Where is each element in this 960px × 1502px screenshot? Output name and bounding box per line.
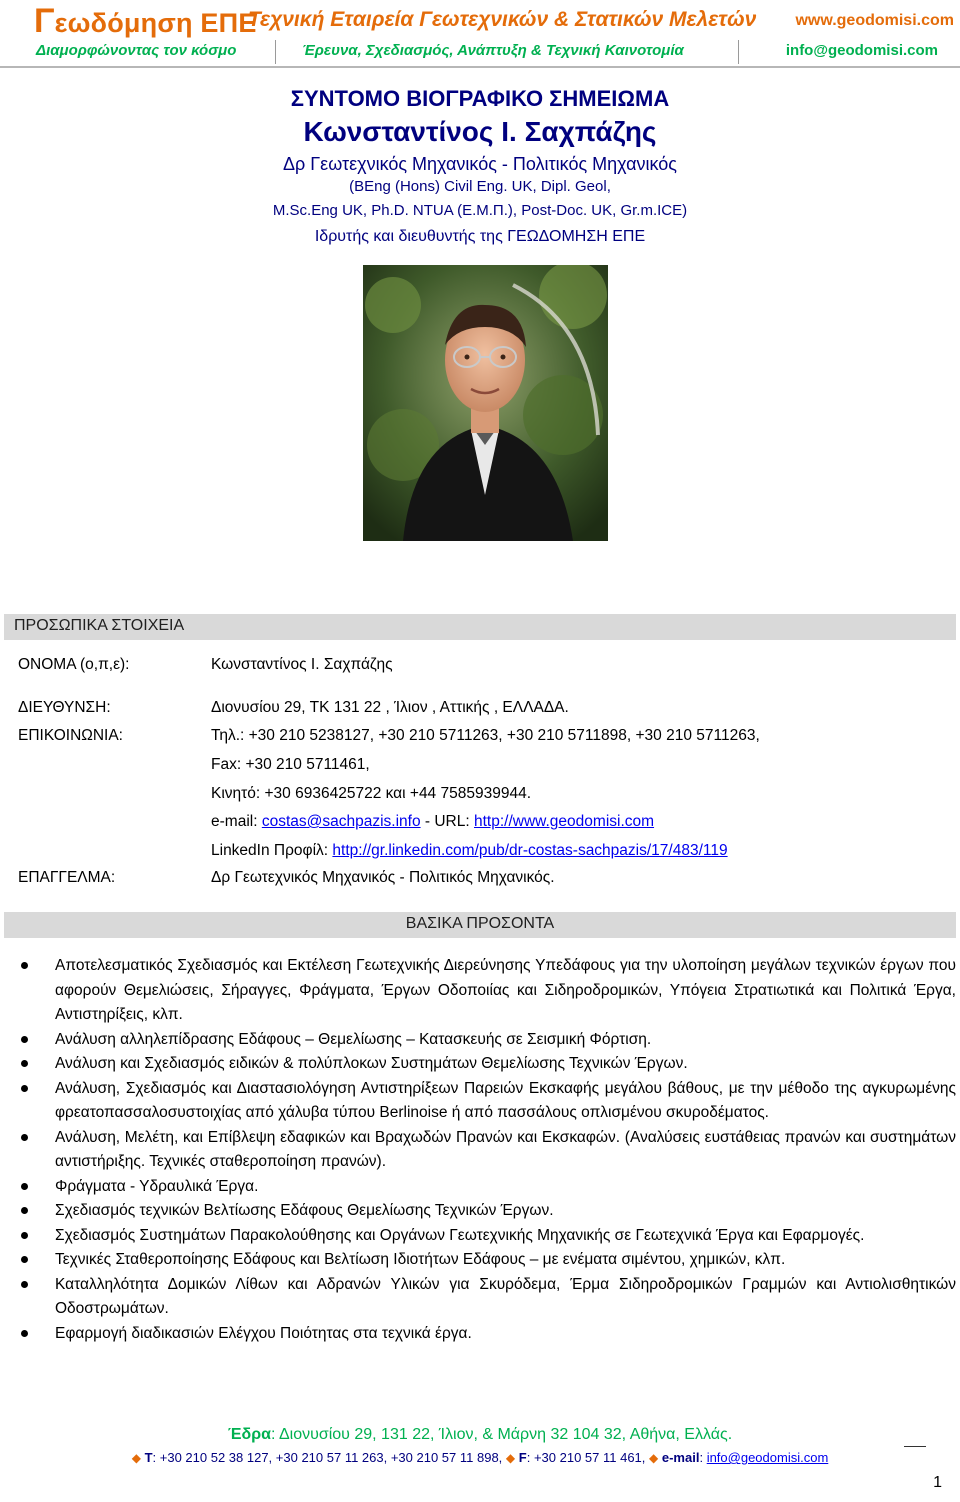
- company-email[interactable]: info@geodomisi.com: [785, 42, 938, 59]
- skill-item: [0, 1224, 960, 1249]
- email-link[interactable]: costas@sachpazis.info: [261, 813, 421, 830]
- mobile-value: Κινητό: +30 6936425722 και +44 7585939944.: [211, 785, 531, 802]
- skill-item: [0, 1052, 960, 1077]
- skill-item: [0, 1126, 960, 1175]
- profession-value: Δρ Γεωτεχνικός Μηχανικός - Πολιτικός Μηχανικός.: [211, 869, 555, 886]
- fax-value: Fax: +30 210 5711461,: [211, 756, 370, 773]
- portrait-photo: [363, 265, 608, 541]
- footer-t-label: T: [144, 1450, 153, 1465]
- skills-list: [0, 954, 960, 1346]
- footer-email-link[interactable]: info@geodomisi.com: [706, 1450, 829, 1465]
- skill-text: Εφαρμογή διαδικασιών Ελέγχου Ποιότητας στα τεχνικά έργα.: [55, 1324, 472, 1342]
- bullet-icon: [21, 1036, 28, 1043]
- footer-email-label: e-mail: [661, 1450, 700, 1465]
- bullet-icon: [21, 1085, 28, 1092]
- skill-item: [0, 1175, 960, 1200]
- footer-f-label: F: [518, 1450, 527, 1465]
- name-label: ΟΝΟΜΑ (ο,π,ε):: [18, 656, 130, 673]
- bullet-icon: [21, 962, 28, 969]
- website-link[interactable]: http://www.geodomisi.com: [474, 813, 655, 830]
- section-bar-personal: [4, 614, 956, 640]
- footer-seat-label: Έδρα: [227, 1426, 271, 1443]
- contact-label: ΕΠΙΚΟΙΝΩΝΙΑ:: [18, 727, 123, 744]
- bullet-icon: [21, 1256, 28, 1263]
- linkedin-link[interactable]: http://gr.linkedin.com/pub/dr-costas-sachpazis/17/483/119: [332, 842, 728, 859]
- email-url-line: [211, 813, 654, 831]
- letterhead-top-row: [0, 0, 960, 38]
- section-title-personal: ΠΡΟΣΩΠΙΚΑ ΣΤΟΙΧΕΙΑ: [14, 617, 185, 634]
- skill-item: [0, 1077, 960, 1126]
- skill-text: Ανάλυση αλληλεπίδρασης Εδάφους – Θεμελίωσης – Κατασκευής σε Σεισμική Φόρτιση.: [55, 1030, 652, 1048]
- skill-text: Αποτελεσματικός Σχεδιασμός και Εκτέλεση Γεωτεχνικής Διερεύνησης Υπεδάφους για την υλοποίηση μεγάλων τεχνικών έργων που αφορούν Θεμελιώσεις, Σήραγγες, Φράγματα, Έργων Οδοποιίας και Σιδηροδρομικών, Υπόγεια Στρατιωτικά και Πολιτικά Έργα, Αντιστηρίξεις, κλπ.: [55, 957, 956, 1023]
- address-value: Διονυσίου 29, ΤΚ 131 22 , Ίλιον , Αττικής , ΕΛΛΑΔΑ.: [211, 699, 569, 716]
- skill-text: Καταλληλότητα Δομικών Λίθων και Αδρανών Υλικών για Σκυρόδεμα, Έρμα Σιδηροδρομικών Γραμμών και Αντιολισθητικών Οδοστρωμάτων.: [55, 1275, 956, 1317]
- person-founder-line: Ιδρυτής και διευθυντής της ΓΕΩΔΟΜΗΣΗ ΕΠΕ: [314, 228, 646, 245]
- person-name: Κωνσταντίνος Ι. Σαχπάζης: [303, 116, 657, 147]
- linkedin-prefix: LinkedIn Προφίλ:: [211, 842, 333, 859]
- bullet-icon: [21, 1232, 28, 1239]
- footer-f-text: : +30 210 57 11 461,: [526, 1450, 646, 1465]
- footer-t-text: : +30 210 52 38 127, +30 210 57 11 263, +30 210 57 11 898,: [152, 1450, 503, 1465]
- skill-text: Σχεδιασμός τεχνικών Βελτίωσης Εδάφους Θεμελίωσης Τεχνικών Έργων.: [55, 1202, 554, 1219]
- portrait-image: [363, 265, 608, 541]
- bullet-icon: [21, 1330, 28, 1337]
- section-title-skills: ΒΑΣΙΚΑ ΠΡΟΣΟΝΤΑ: [405, 915, 555, 932]
- footer-rule: [904, 1446, 926, 1447]
- skill-item: [0, 1273, 960, 1322]
- header-divider: [738, 40, 739, 64]
- bullet-icon: [21, 1060, 28, 1067]
- skill-text: Σχεδιασμός Συστημάτων Παρακολούθησης και Οργάνων Γεωτεχνικής Μηχανικής σε Γεωτεχνικά Έργα και Εφαρμογές.: [55, 1226, 865, 1244]
- company-motto: Διαμορφώνοντας τον κόσμο: [36, 42, 237, 59]
- linkedin-line: [211, 842, 728, 860]
- skill-text: Ανάλυση, Σχεδιασμός και Διαστασιολόγηση Αντιστηρίξεων Παρειών Εκσκαφής μεγάλου βάθους, με την μέθοδο της αγκυρωμένης φρεατοπασσαλοσυστοιχίας από χάλυβα τύπου Berlinoise ή από πασσάλους οπλισμένου σκυροδέματος.: [55, 1079, 956, 1121]
- footer-seat-text: : Διονυσίου 29, 131 22, Ίλιον, & Μάρνη 32 104 32, Αθήνα, Ελλάς.: [270, 1426, 733, 1443]
- footer-address: [0, 1426, 960, 1444]
- document-heading: ΣΥΝΤΟΜΟ ΒΙΟΓΡΑΦΙΚΟ ΣΗΜΕΙΩΜΑ: [290, 86, 670, 111]
- skill-item: [0, 954, 960, 1028]
- skill-text: Τεχνικές Σταθεροποίησης Εδάφους και Βελτίωση Ιδιοτήτων Εδάφους – με ενέματα σιμέντου, χημικών, κλπ.: [55, 1251, 786, 1268]
- url-prefix: - URL:: [420, 813, 474, 830]
- skill-text: Ανάλυση, Μελέτη, και Επίβλεψη εδαφικών και Βραχωδών Πρανών και Εκσκαφών. (Αναλύσεις ευστάθειας πρανών και συστημάτων αντιστήριξης. Τεχνικές σταθεροποίηση πρανών).: [55, 1128, 956, 1170]
- person-degrees-line-2: M.Sc.Eng UK, Ph.D. NTUA (Ε.Μ.Π.), Post-Doc. UK, Gr.m.ICE): [272, 202, 688, 219]
- company-research-line: Έρευνα, Σχεδιασμός, Ανάπτυξη & Τεχνική Καινοτομία: [302, 42, 684, 59]
- bullet-icon: [21, 1281, 28, 1288]
- phone-value: Τηλ.: +30 210 5238127, +30 210 5711263, +30 210 5711898, +30 210 5711263,: [211, 727, 760, 744]
- company-logo-text: Γεωδόμηση ΕΠΕ: [34, 2, 257, 40]
- bullet-icon: [21, 1207, 28, 1214]
- address-label: ΔΙΕΥΘΥΝΣΗ:: [18, 699, 111, 716]
- bullet-icon: [21, 1134, 28, 1141]
- company-tagline: Τεχνική Εταιρεία Γεωτεχνικών & Στατικών Μελετών: [248, 8, 757, 31]
- skill-text: Ανάλυση και Σχεδιασμός ειδικών & πολύπλοκων Συστημάτων Θεμελίωσης Τεχνικών Έργων.: [55, 1055, 688, 1072]
- letterhead-bottom-row: [0, 38, 960, 64]
- skill-item: [0, 1028, 960, 1053]
- diamond-bullet-icon: ◆: [505, 1451, 516, 1465]
- page-number: 1: [933, 1474, 942, 1491]
- header-divider: [275, 40, 276, 64]
- diamond-bullet-icon: ◆: [131, 1451, 141, 1465]
- person-role: Δρ Γεωτεχνικός Μηχανικός - Πολιτικός Μηχανικός: [283, 154, 677, 174]
- footer-contacts: ◆ T: +30 210 52 38 127, +30 210 57 11 263, +30 210 57 11 898, ◆ F: +30 210 57 11 461, ◆ e-mail: info@geodomisi.com: [131, 1450, 829, 1465]
- diamond-bullet-icon: ◆: [649, 1451, 659, 1465]
- skill-item: [0, 1199, 960, 1224]
- bullet-icon: [21, 1183, 28, 1190]
- skill-item: [0, 1322, 960, 1347]
- skill-text: Φράγματα - Υδραυλικά Έργα.: [55, 1177, 259, 1195]
- skill-item: [0, 1248, 960, 1273]
- company-website[interactable]: www.geodomisi.com: [795, 12, 954, 29]
- section-bar-skills: [4, 912, 956, 938]
- header-rule: [0, 66, 960, 68]
- name-value: Κωνσταντίνος Ι. Σαχπάζης: [211, 656, 393, 673]
- email-prefix: e-mail:: [211, 813, 262, 830]
- person-degrees-line-1: (BEng (Hons) Civil Eng. UK, Dipl. Geol,: [349, 178, 611, 195]
- profession-label: ΕΠΑΓΓΕΛΜΑ:: [18, 869, 116, 886]
- letterhead: [0, 0, 960, 66]
